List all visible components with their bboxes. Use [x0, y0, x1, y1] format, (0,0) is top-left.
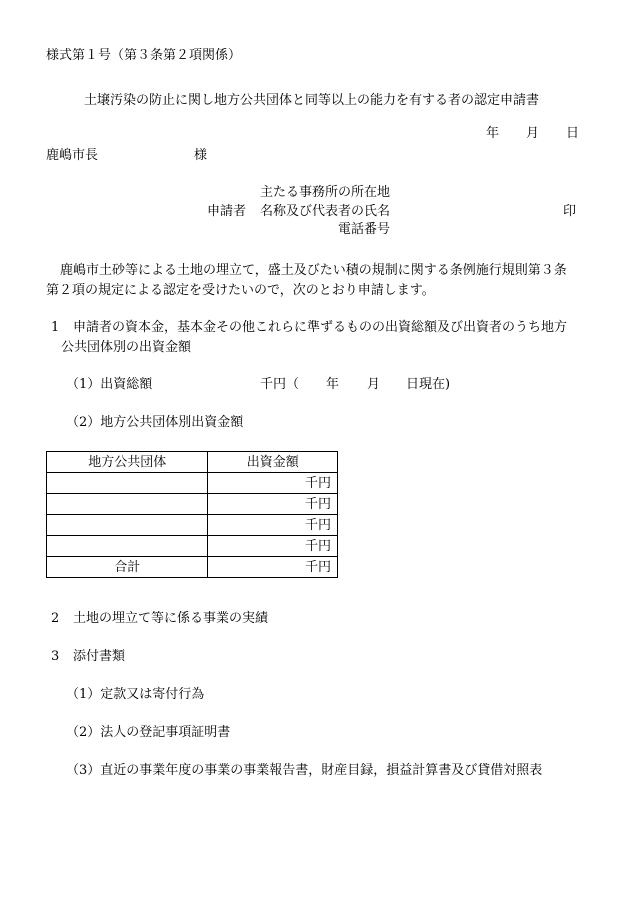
section-1-number: 1 — [51, 320, 60, 335]
document-title: 土壌汚染の防止に関し地方公共団体と同等以上の能力を有する者の認定申請書 — [84, 93, 540, 108]
applicant-name-rep: 名称及び代表者の氏名 — [260, 204, 391, 219]
table-header-entity: 地方公共団体 — [47, 452, 208, 473]
section-3-text: 添付書類 — [73, 649, 126, 664]
seal-mark: 印 — [563, 204, 577, 219]
section-3-number: 3 — [51, 649, 60, 664]
item-1-month: 月 — [367, 377, 381, 392]
intro-line-1: 鹿嶋市土砂等による土地の埋立て，盛土及びたい積の規制に関する条例施行規則第３条 — [60, 263, 567, 278]
table-total-amount[interactable]: 千円 — [208, 557, 338, 578]
table-total-row — [47, 557, 338, 578]
contribution-table — [46, 451, 338, 578]
applicant-phone: 電話番号 — [338, 222, 391, 237]
addressee-name: 鹿嶋市長 — [46, 148, 99, 163]
date-month: 月 — [526, 126, 540, 141]
item-1-year: 年 — [326, 377, 340, 392]
date-day: 日 — [566, 126, 580, 141]
table-cell-entity[interactable] — [47, 536, 208, 557]
table-cell-amount[interactable]: 千円 — [208, 515, 338, 536]
table-cell-entity[interactable] — [47, 473, 208, 494]
table-row — [47, 515, 338, 536]
attachment-item: （3）直近の事業年度の事業の事業報告書，財産目録，損益計算書及び貸借対照表 — [66, 763, 543, 778]
form-number: 様式第１号（第３条第２項関係） — [46, 48, 242, 63]
table-total-label: 合計 — [47, 557, 208, 578]
attachment-item: （2）法人の登記事項証明書 — [66, 725, 231, 740]
item-1-label: （1）出資総額 — [66, 377, 153, 392]
table-cell-amount[interactable]: 千円 — [208, 494, 338, 515]
table-header-amount: 出資金額 — [208, 452, 338, 473]
item-1-day-note: 日現在) — [406, 377, 451, 392]
section-1-line-1: 申請者の資本金，基本金その他これらに準ずるものの出資総額及び出資者のうち地方 — [73, 320, 568, 335]
applicant-office-address: 主たる事務所の所在地 — [260, 185, 391, 200]
attachment-item: （1）定款又は寄付行為 — [66, 687, 205, 702]
item-1-unit: 千円（ — [260, 377, 300, 392]
section-2-number: 2 — [51, 611, 60, 626]
table-cell-entity[interactable] — [47, 494, 208, 515]
date-year: 年 — [486, 126, 500, 141]
section-1-line-2: 公共団体別の出資金額 — [61, 340, 192, 355]
applicant-label: 申請者 — [207, 204, 247, 219]
table-header-row — [47, 452, 338, 473]
addressee-honorific: 様 — [194, 148, 208, 163]
section-2-text: 土地の埋立て等に係る事業の実績 — [73, 611, 269, 626]
table-row — [47, 494, 338, 515]
intro-line-2: 第２項の規定による認定を受けたいので，次のとおり申請します。 — [46, 283, 435, 298]
table-cell-amount[interactable]: 千円 — [208, 473, 338, 494]
table-cell-amount[interactable]: 千円 — [208, 536, 338, 557]
item-2-label: （2）地方公共団体別出資金額 — [66, 415, 244, 430]
table-cell-entity[interactable] — [47, 515, 208, 536]
table-row — [47, 473, 338, 494]
table-row — [47, 536, 338, 557]
